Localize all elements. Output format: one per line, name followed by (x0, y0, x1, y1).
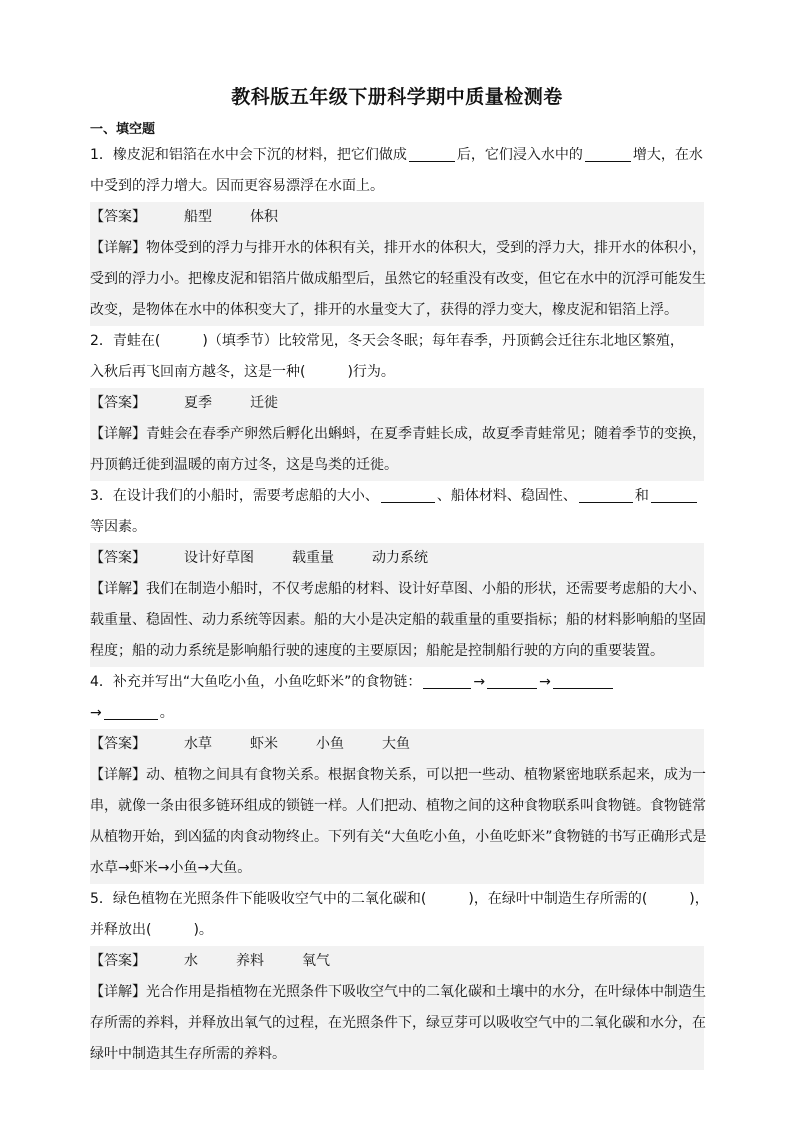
answer-line (90, 543, 704, 574)
blank (409, 143, 455, 162)
question-text: 增大，在水 (632, 147, 703, 163)
answer-value: 迁徙 (250, 395, 278, 411)
answer-tag: 【答案】 (90, 395, 146, 411)
detail-line: 绿叶中制造其生存所需的养料。 (90, 1046, 286, 1062)
question-5-line-1: 5．绿色植物在光照条件下能吸收空气中的二氧化碳和( )，在绿叶中制造生存所需的( )， (90, 891, 709, 907)
question-5-line-2: 并释放出( )。 (90, 922, 213, 938)
arrow: → (473, 674, 486, 690)
question-text: 后，它们浸入水中的 (456, 147, 583, 163)
detail-line: 改变，是物体在水中的体积变大了，排开的水量变大了，获得的浮力变大，橡皮泥和铝箔上浮。 (90, 302, 678, 318)
question-4-line-2 (90, 698, 704, 729)
blank (381, 484, 435, 503)
answer-value: 设计好草图 (184, 550, 254, 566)
detail-line: 受到的浮力小。把橡皮泥和铝箔片做成船型后，虽然它的轻重没有改变，但它在水中的沉浮可能发生 (90, 271, 706, 287)
answer-value: 动力系统 (372, 550, 428, 566)
blank (487, 670, 537, 689)
question-3-line-1 (90, 481, 704, 512)
blank (423, 670, 471, 689)
arrow: → (539, 674, 551, 690)
blank (579, 484, 633, 503)
question-text: 1．橡皮泥和铝箔在水中会下沉的材料，把它们做成 (90, 147, 407, 163)
detail-line: 程度；船的动力系统是影响船行驶的速度的主要原因；船舵是控制船行驶的方向的重要装置。 (90, 643, 664, 659)
detail-line: 从植物开始，到凶猛的肉食动物终止。下列有关“大鱼吃小鱼，小鱼吃虾米”食物链的书写正确形式是 (90, 829, 707, 845)
question-text: 。 (159, 705, 174, 721)
answer-value: 船型 (184, 209, 212, 225)
answer-value: 载重量 (292, 550, 334, 566)
detail-line: 串，就像一条由很多链环组成的锁链一样。人们把动、植物之间的这种食物联系叫食物链。食物链常 (90, 798, 706, 814)
answer-value: 大鱼 (382, 736, 410, 752)
answer-value: 体积 (250, 209, 278, 225)
blank (553, 670, 613, 689)
answer-box-5 (90, 946, 704, 1070)
answer-box-1 (90, 202, 704, 326)
blank (651, 484, 697, 503)
blank (104, 701, 158, 720)
question-1-line-1 (90, 140, 704, 171)
page-title: 教科版五年级下册科学期中质量检测卷 (231, 86, 563, 108)
answer-value: 水草 (184, 736, 212, 752)
question-2-line-2: 入秋后再飞回南方越冬，这是一种( )行为。 (90, 364, 395, 380)
answer-box-3 (90, 543, 704, 667)
answer-value: 小鱼 (316, 736, 344, 752)
detail-line: 水草→虾米→小鱼→大鱼。 (90, 860, 252, 876)
answer-tag: 【答案】 (90, 736, 146, 752)
detail-line: 载重量、稳固性、动力系统等因素。船的大小是决定船的载重量的重要指标；船的材料影响船的坚固 (90, 612, 706, 628)
question-text: 和 (634, 488, 649, 504)
answer-box-4 (90, 729, 707, 884)
blank (585, 143, 631, 162)
question-3-line-2: 等因素。 (90, 519, 146, 535)
detail-line: 丹顶鹤迁徙到温暖的南方过冬，这是鸟类的迁徙。 (90, 457, 398, 473)
question-text: 4．补充并写出“大鱼吃小鱼，小鱼吃虾米”的食物链： (90, 674, 422, 690)
answer-tag: 【答案】 (90, 550, 146, 566)
answer-value: 夏季 (184, 395, 212, 411)
detail-line: 【详解】青蛙会在春季产卵然后孵化出蝌蚪，在夏季青蛙长成，故夏季青蛙常见；随着季节的变换， (90, 426, 706, 442)
answer-line (90, 729, 704, 760)
answer-tag: 【答案】 (90, 209, 146, 225)
answer-value: 氧气 (302, 953, 330, 969)
answer-value: 水 (184, 953, 198, 969)
answer-value: 虾米 (250, 736, 278, 752)
detail-line: 【详解】物体受到的浮力与排开水的体积有关，排开水的体积大，受到的浮力大，排开水的体积小， (90, 240, 706, 256)
question-text: 3．在设计我们的小船时，需要考虑船的大小、 (90, 488, 379, 504)
answer-box-2 (90, 388, 704, 481)
question-2-line-1: 2．青蛙在( )（填季节）比较常见，冬天会冬眠；每年春季，丹顶鹤会迁往东北地区繁殖， (90, 333, 684, 349)
detail-line: 【详解】光合作用是指植物在光照条件下吸收空气中的二氧化碳和土壤中的水分，在叶绿体中制造生 (90, 984, 706, 1000)
detail-line: 【详解】动、植物之间具有食物关系。根据食物关系，可以把一些动、植物紧密地联系起来，成为一 (90, 767, 706, 783)
arrow: → (90, 705, 102, 721)
answer-line (90, 946, 704, 977)
answer-line (90, 388, 704, 419)
question-4-line-1 (90, 667, 704, 698)
answer-tag: 【答案】 (90, 953, 146, 969)
section-heading: 一、填空题 (90, 122, 156, 137)
detail-line: 【详解】我们在制造小船时，不仅考虑船的材料、设计好草图、小船的形状，还需要考虑船的大小、 (90, 581, 706, 597)
question-list (90, 140, 709, 1070)
answer-line (90, 202, 704, 233)
detail-line: 存所需的养料，并释放出氧气的过程，在光照条件下，绿豆芽可以吸收空气中的二氧化碳和水分，在 (90, 1015, 706, 1031)
question-text: 、船体材料、稳固性、 (436, 488, 577, 504)
question-1-line-2: 中受到的浮力增大。因而更容易漂浮在水面上。 (90, 178, 384, 194)
answer-value: 养料 (236, 953, 264, 969)
